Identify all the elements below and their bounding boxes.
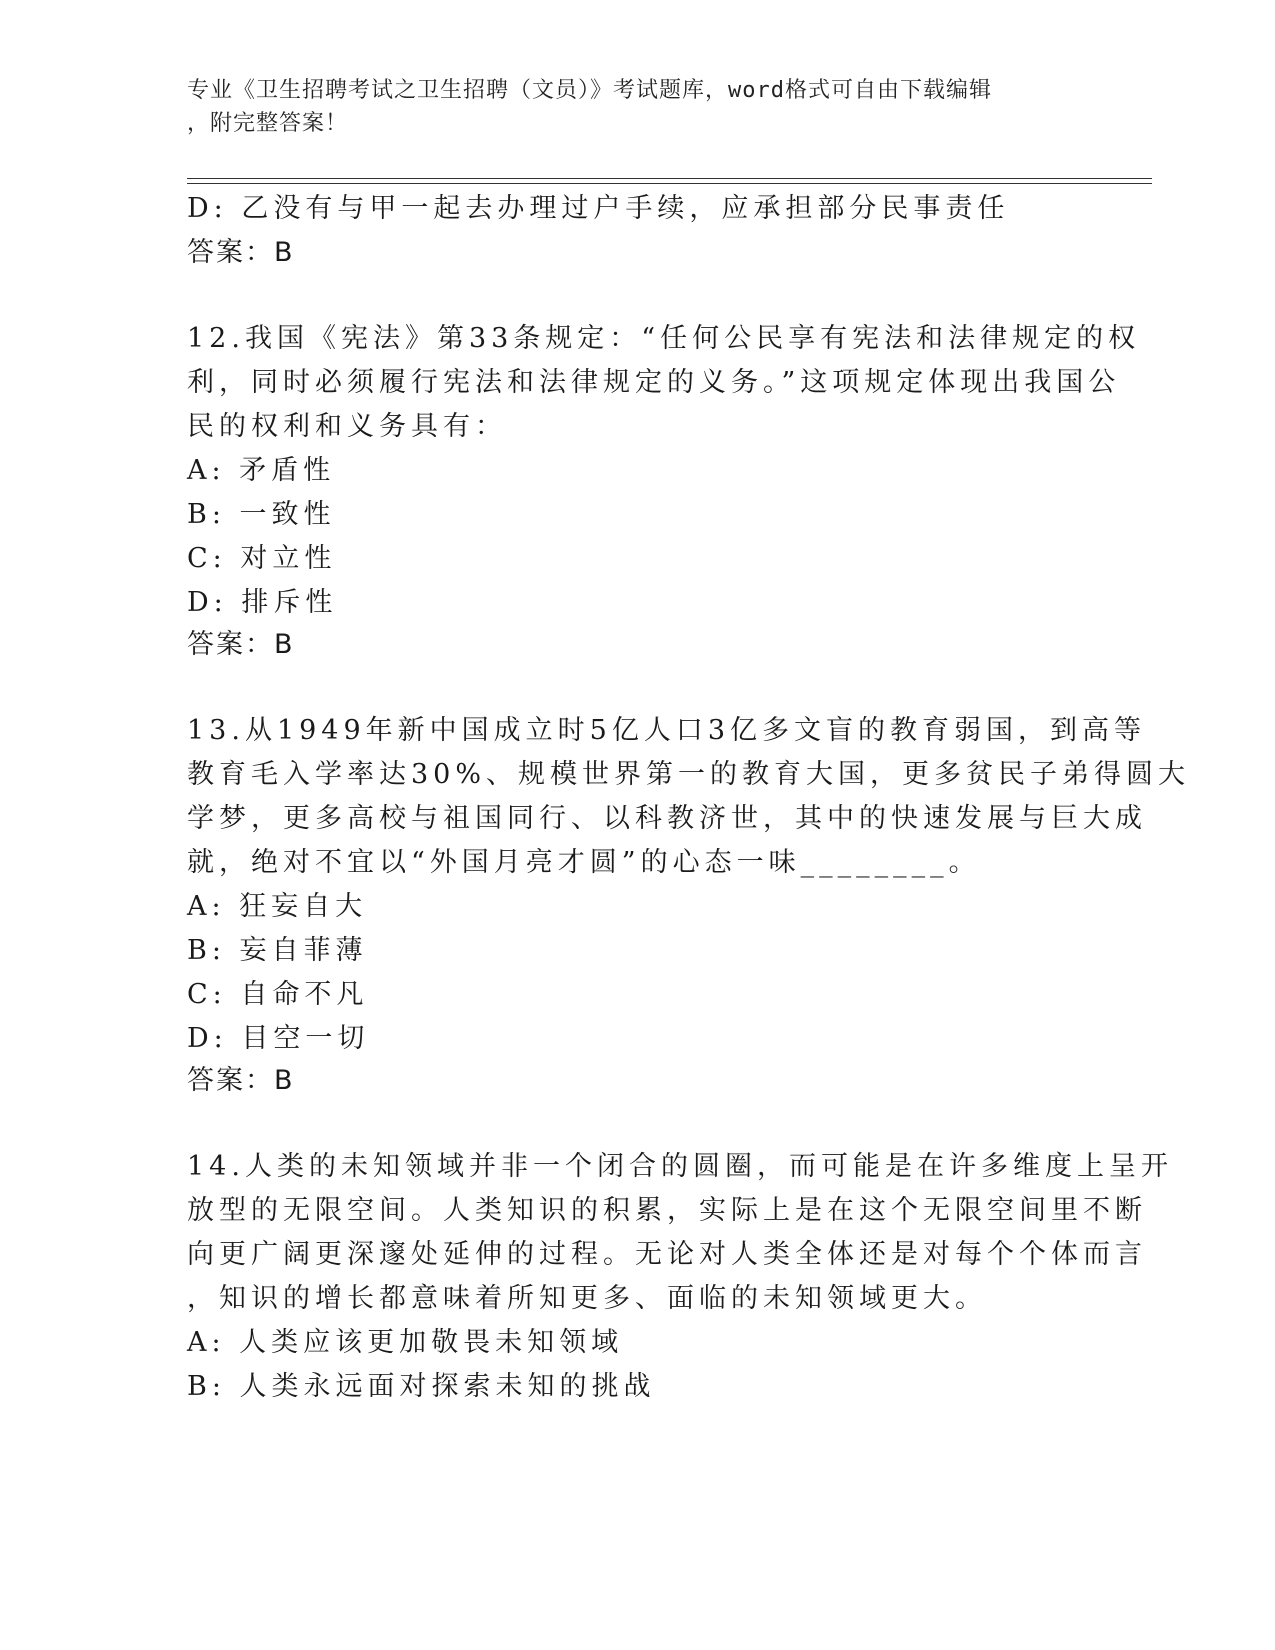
q13-option-a: A: 狂妄自大 (187, 891, 368, 922)
q14-option-a: A: 人类应该更加敬畏未知领域 (187, 1327, 624, 1358)
document-header (187, 74, 1067, 140)
q13-option-c: C: 自命不凡 (187, 979, 369, 1010)
q12-option-b: B: 一致性 (187, 499, 336, 530)
q13-text-line: 学梦，更多高校与祖国同行、以科教济世，其中的快速发展与巨大成 (187, 803, 1147, 834)
q14-text-line: 14.人类的未知领域并非一个闭合的圆圈，而可能是在许多维度上呈开 (187, 1151, 1173, 1182)
q12-option-c: C: 对立性 (187, 543, 337, 574)
header-divider-bottom (187, 183, 1152, 184)
q11-answer: 答案：B (187, 237, 295, 268)
q12-text-line: 民的权利和义务具有： (187, 411, 507, 442)
q13-text-line: 就，绝对不宜以“外国月亮才圆”的心态一味________。 (187, 847, 981, 878)
q12-option-d: D: 排斥性 (187, 587, 338, 618)
header-line-1: 专业《卫生招聘考试之卫生招聘（文员）》考试题库，word格式可自由下载编辑 (187, 78, 992, 103)
q13-text-line: 教育毛入学率达30%、规模世界第一的教育大国，更多贫民子弟得圆大 (187, 759, 1191, 790)
q14-option-b: B: 人类永远面对探索未知的挑战 (187, 1371, 656, 1402)
q14-text-line: ，知识的增长都意味着所知更多、面临的未知领域更大。 (187, 1283, 987, 1314)
q13-option-d: D: 目空一切 (187, 1023, 370, 1054)
header-divider-top (187, 178, 1152, 179)
q12-text-line: 12.我国《宪法》第33条规定：“任何公民享有宪法和法律规定的权 (187, 323, 1141, 354)
q13-text-line: 13.从1949年新中国成立时5亿人口3亿多文盲的教育弱国，到高等 (187, 715, 1147, 746)
q11-option-d: D: 乙没有与甲一起去办理过户手续，应承担部分民事责任 (187, 193, 1010, 224)
q12-text-line: 利，同时必须履行宪法和法律规定的义务。”这项规定体现出我国公 (187, 367, 1121, 398)
q13-option-b: B: 妄自菲薄 (187, 935, 368, 966)
q13-answer: 答案：B (187, 1065, 295, 1096)
q14-text-line: 放型的无限空间。人类知识的积累，实际上是在这个无限空间里不断 (187, 1195, 1147, 1226)
q12-option-a: A: 矛盾性 (187, 455, 336, 486)
header-line-2: ，附完整答案！ (187, 111, 349, 136)
q14-text-line: 向更广阔更深邃处延伸的过程。无论对人类全体还是对每个个体而言 (187, 1239, 1147, 1270)
q12-answer: 答案：B (187, 629, 295, 660)
